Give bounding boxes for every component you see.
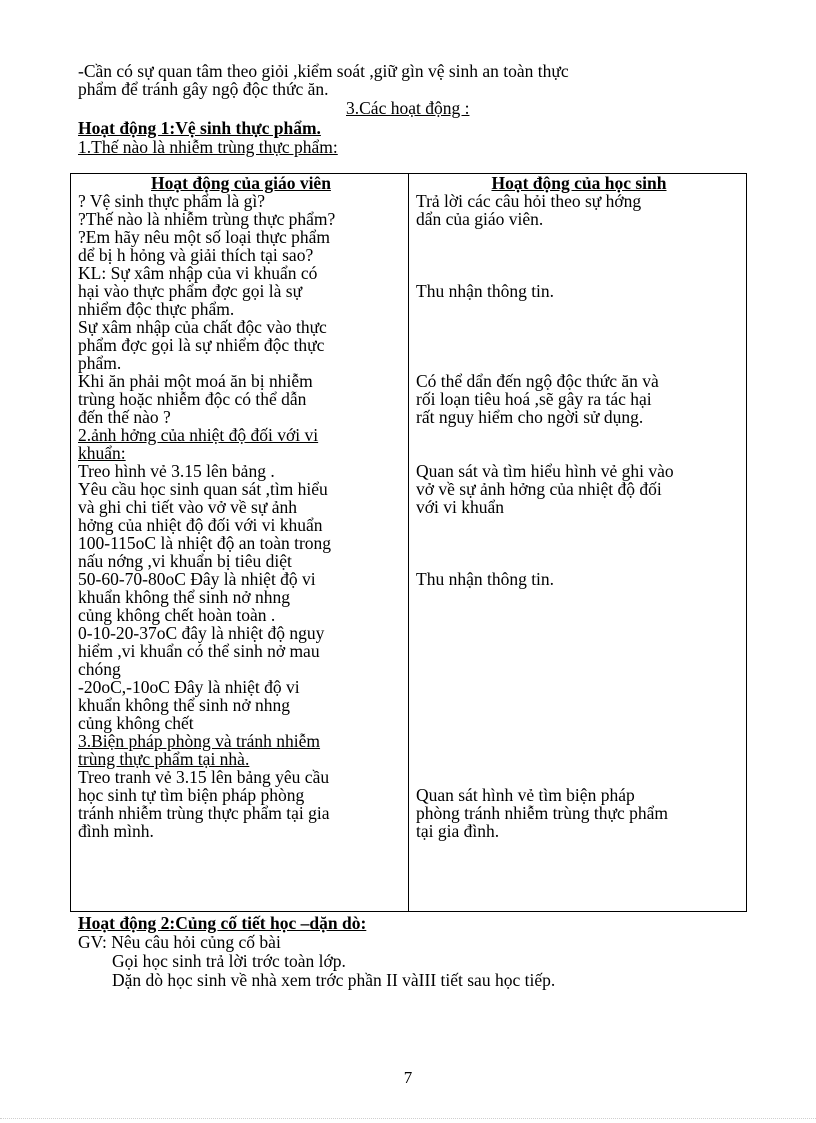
- student-line: Có thể dẩn đến ngộ độc thức ăn và: [416, 371, 659, 391]
- activity-2-title: Hoạt động 2:Củng cố tiết học –dặn dò:: [78, 913, 367, 933]
- student-line: với vi khuẩn: [416, 497, 504, 517]
- student-line: rất nguy hiểm cho ngời sử dụng.: [416, 407, 644, 427]
- teacher-line: Sự xâm nhập của chất độc vào thực: [78, 317, 327, 337]
- activity-2-line-1: GV: Nêu câu hỏi củng cố bài: [78, 932, 281, 952]
- teacher-line: củng không chết hoàn toàn .: [78, 605, 276, 625]
- student-line: Quan sát hình vẻ tìm biện pháp: [416, 785, 635, 805]
- student-line: tại gia đình.: [416, 821, 500, 841]
- activity-2-line-2: Gọi học sinh trả lời trớc toàn lớp.: [112, 951, 346, 971]
- teacher-line: nấu nớng ,vi khuẩn bị tiêu diệt: [78, 551, 292, 571]
- teacher-line: và ghi chi tiết vào vở về sự ảnh: [78, 497, 297, 517]
- student-line: Thu nhận thông tin.: [416, 281, 555, 301]
- activity-1-subtitle: 1.Thế nào là nhiễm trùng thực phẩm:: [78, 137, 338, 157]
- teacher-line: học sinh tự tìm biện pháp phòng: [78, 785, 305, 805]
- section-title: 3.Các hoạt động :: [346, 98, 470, 118]
- teacher-line: KL: Sự xâm nhập của vi khuẩn có: [78, 263, 318, 283]
- teacher-line: ?Thế nào là nhiễm trùng thực phẩm?: [78, 209, 336, 229]
- intro-line-1: -Cần có sự quan tâm theo giỏi ,kiểm soát ,giữ gìn vệ sinh an toàn thực: [78, 61, 569, 81]
- teacher-line: ?Em hãy nêu một số loại thực phẩm: [78, 227, 330, 247]
- teacher-subheading: 2.ảnh hởng của nhiệt độ đối với vi: [78, 425, 319, 445]
- teacher-line: 100-115oC là nhiệt độ an toàn trong: [78, 533, 332, 553]
- student-line: rối loạn tiêu hoá ,sẽ gây ra tác hại: [416, 389, 652, 409]
- student-header: Hoạt động của học sinh: [491, 173, 667, 193]
- teacher-line: 50-60-70-80oC Đây là nhiệt độ vi: [78, 569, 316, 589]
- teacher-line: dể bị h hỏng và giải thích tại sao?: [78, 245, 314, 265]
- teacher-line: đến thế nào ?: [78, 407, 171, 427]
- student-line: Trả lời các câu hỏi theo sự hớng: [416, 191, 642, 211]
- student-line: vở về sự ảnh hởng của nhiệt độ đối: [416, 479, 662, 499]
- teacher-header: Hoạt động của giáo viên: [151, 173, 331, 193]
- teacher-line: 0-10-20-37oC đây là nhiệt độ nguy: [78, 623, 325, 643]
- teacher-line: hởng của nhiệt độ đối với vi khuẩn: [78, 515, 323, 535]
- teacher-line: chóng: [78, 659, 121, 679]
- student-line: Thu nhận thông tin.: [416, 569, 555, 589]
- teacher-line: -20oC,-10oC Đây là nhiệt độ vi: [78, 677, 300, 697]
- teacher-line: củng không chết: [78, 713, 194, 733]
- teacher-line: ? Vệ sinh thực phẩm là gì?: [78, 191, 266, 211]
- student-column: [409, 174, 747, 912]
- teacher-line: Yêu cầu học sinh quan sát ,tìm hiểu: [78, 479, 328, 499]
- teacher-column: [71, 174, 409, 912]
- intro-line-2: phẩm để tránh gây ngộ độc thức ăn.: [78, 79, 329, 99]
- teacher-line: trùng hoặc nhiễm độc có thể dẫn: [78, 389, 307, 409]
- teacher-line: hiểm ,vi khuẩn có thể sinh nở mau: [78, 641, 320, 661]
- student-line: phòng tránh nhiễm trùng thực phẩm: [416, 803, 669, 823]
- teacher-line: phẩm đợc gọi là sự nhiểm độc thực: [78, 335, 325, 355]
- activity-1-title: Hoạt động 1:Vệ sinh thực phẩm.: [78, 118, 321, 138]
- teacher-line: Treo tranh vẻ 3.15 lên bảng yêu cầu: [78, 767, 330, 787]
- teacher-line: hại vào thực phẩm đợc gọi là sự: [78, 281, 303, 301]
- student-line: Quan sát và tìm hiểu hình vẻ ghi vào: [416, 461, 674, 481]
- teacher-subheading: khuẩn:: [78, 443, 126, 463]
- page-bottom-divider: [0, 1118, 816, 1119]
- activity-2-line-3: Dặn dò học sinh về nhà xem trớc phần II vàIII tiết sau học tiếp.: [112, 970, 556, 990]
- teacher-subheading: trùng thực phẩm tại nhà.: [78, 749, 250, 769]
- teacher-line: tránh nhiễm trùng thực phẩm tại gia: [78, 803, 330, 823]
- teacher-line: Khi ăn phải một moá ăn bị nhiễm: [78, 371, 313, 391]
- teacher-line: phẩm.: [78, 353, 122, 373]
- activity-table: [70, 173, 747, 912]
- teacher-subheading: 3.Biện pháp phòng và tránh nhiễm: [78, 731, 321, 751]
- teacher-line: nhiểm độc thực phẩm.: [78, 299, 235, 319]
- teacher-line: khuẩn không thể sinh nở nhng: [78, 587, 290, 607]
- page-number: 7: [403, 1068, 413, 1087]
- student-line: dẩn của giáo viên.: [416, 209, 544, 229]
- teacher-line: khuẩn không thể sinh nở nhng: [78, 695, 290, 715]
- teacher-line: Treo hình vẻ 3.15 lên bảng .: [78, 461, 275, 481]
- teacher-line: đình mình.: [78, 821, 154, 841]
